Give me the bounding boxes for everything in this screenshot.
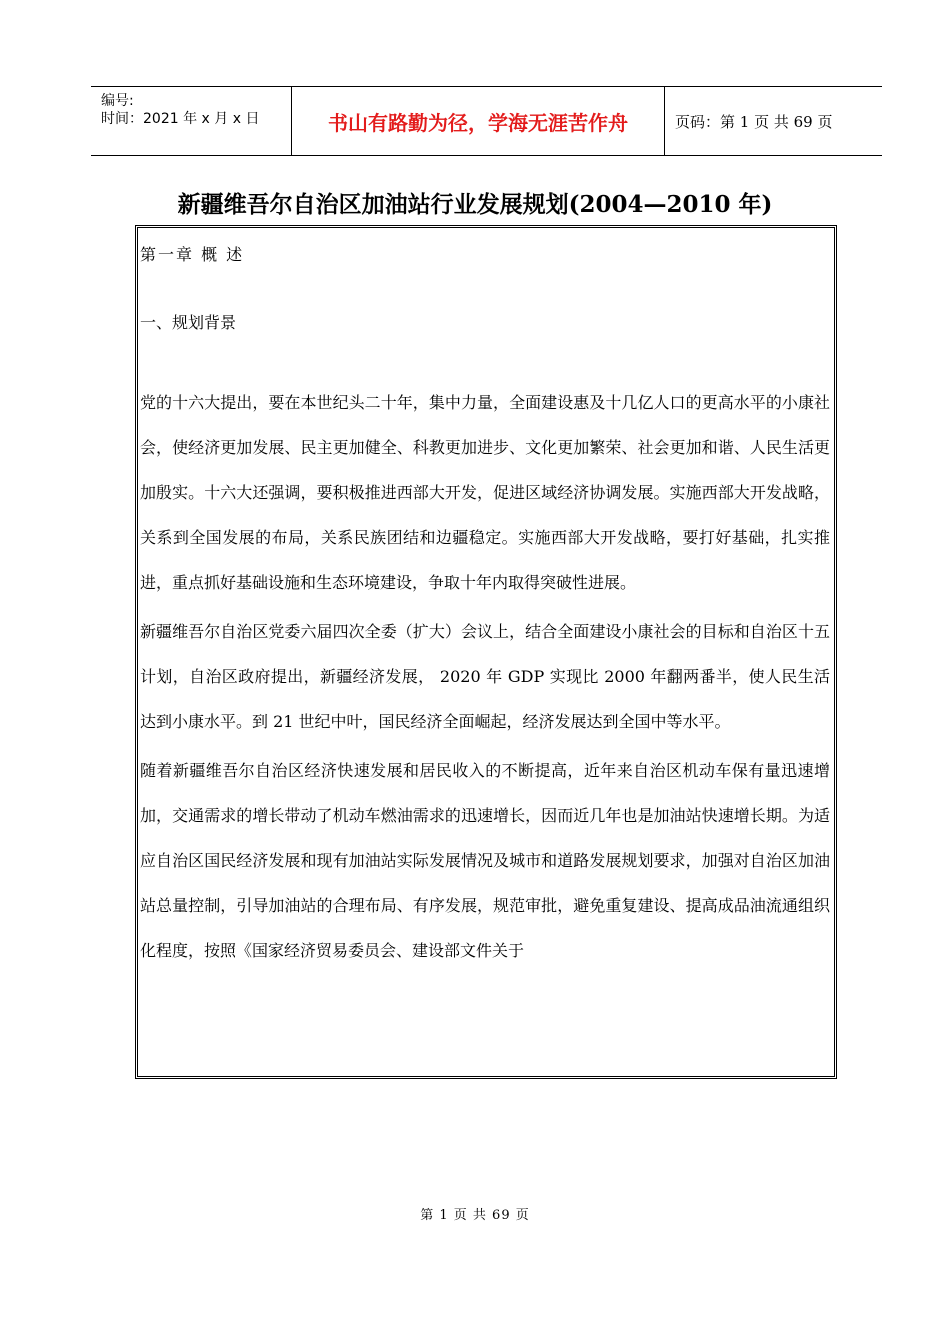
paragraph: 新疆维吾尔自治区党委六届四次全委（扩大）会议上，结合全面建设小康社会的目标和自治区十五计划，自治区政府提出，新疆经济发展， 2020 年 GDP 实现比 2000 年翻两番半，使人民生活达到小康水平。到 21 世纪中叶，国民经济全面崛起，经济发展达到全国中等水平。 <box>140 622 830 731</box>
number-label: 编号: <box>101 93 134 109</box>
paragraph: 随着新疆维吾尔自治区经济快速发展和居民收入的不断提高，近年来自治区机动车保有量迅速增加，交通需求的增长带动了机动车燃油需求的迅速增长，因而近几年也是加油站快速增长期。为适应自治区国民经济发展和现有加油站实际发展情况及城市和道路发展规划要求，加强对自治区加油站总量控制，引导加油站的合理布局、有序发展，规范审批，避免重复建设、提高成品油流通组织化程度，按照《国家经济贸易委员会、建设部文件关于 <box>140 761 830 960</box>
time-label: 时间：2021 年 x 月 x 日 <box>101 111 260 127</box>
chapter-heading: 第一章 概 述 <box>140 245 245 264</box>
header-motto: 书山有路勤为径，学海无涯苦作舟 <box>292 87 665 155</box>
header-page-info: 页码：第 1 页 共 69 页 <box>675 112 833 131</box>
page-footer: 第 1 页 共 69 页 <box>420 1208 530 1223</box>
header-table <box>91 86 882 156</box>
document-title: 新疆维吾尔自治区加油站行业发展规划(2004—2010 年) <box>177 191 773 218</box>
header-meta-cell <box>91 87 292 155</box>
document-body <box>135 225 837 1079</box>
section-heading: 一、规划背景 <box>140 313 237 332</box>
paragraph: 党的十六大提出，要在本世纪头二十年，集中力量，全面建设惠及十几亿人口的更高水平的小康社会，使经济更加发展、民主更加健全、科教更加进步、文化更加繁荣、社会更加和谐、人民生活更加殷实。十六大还强调，要积极推进西部大开发，促进区域经济协调发展。实施西部大开发战略，关系到全国发展的布局，关系民族团结和边疆稳定。实施西部大开发战略，要打好基础，扎实推进，重点抓好基础设施和生态环境建设，争取十年内取得突破性进展。 <box>140 393 830 592</box>
